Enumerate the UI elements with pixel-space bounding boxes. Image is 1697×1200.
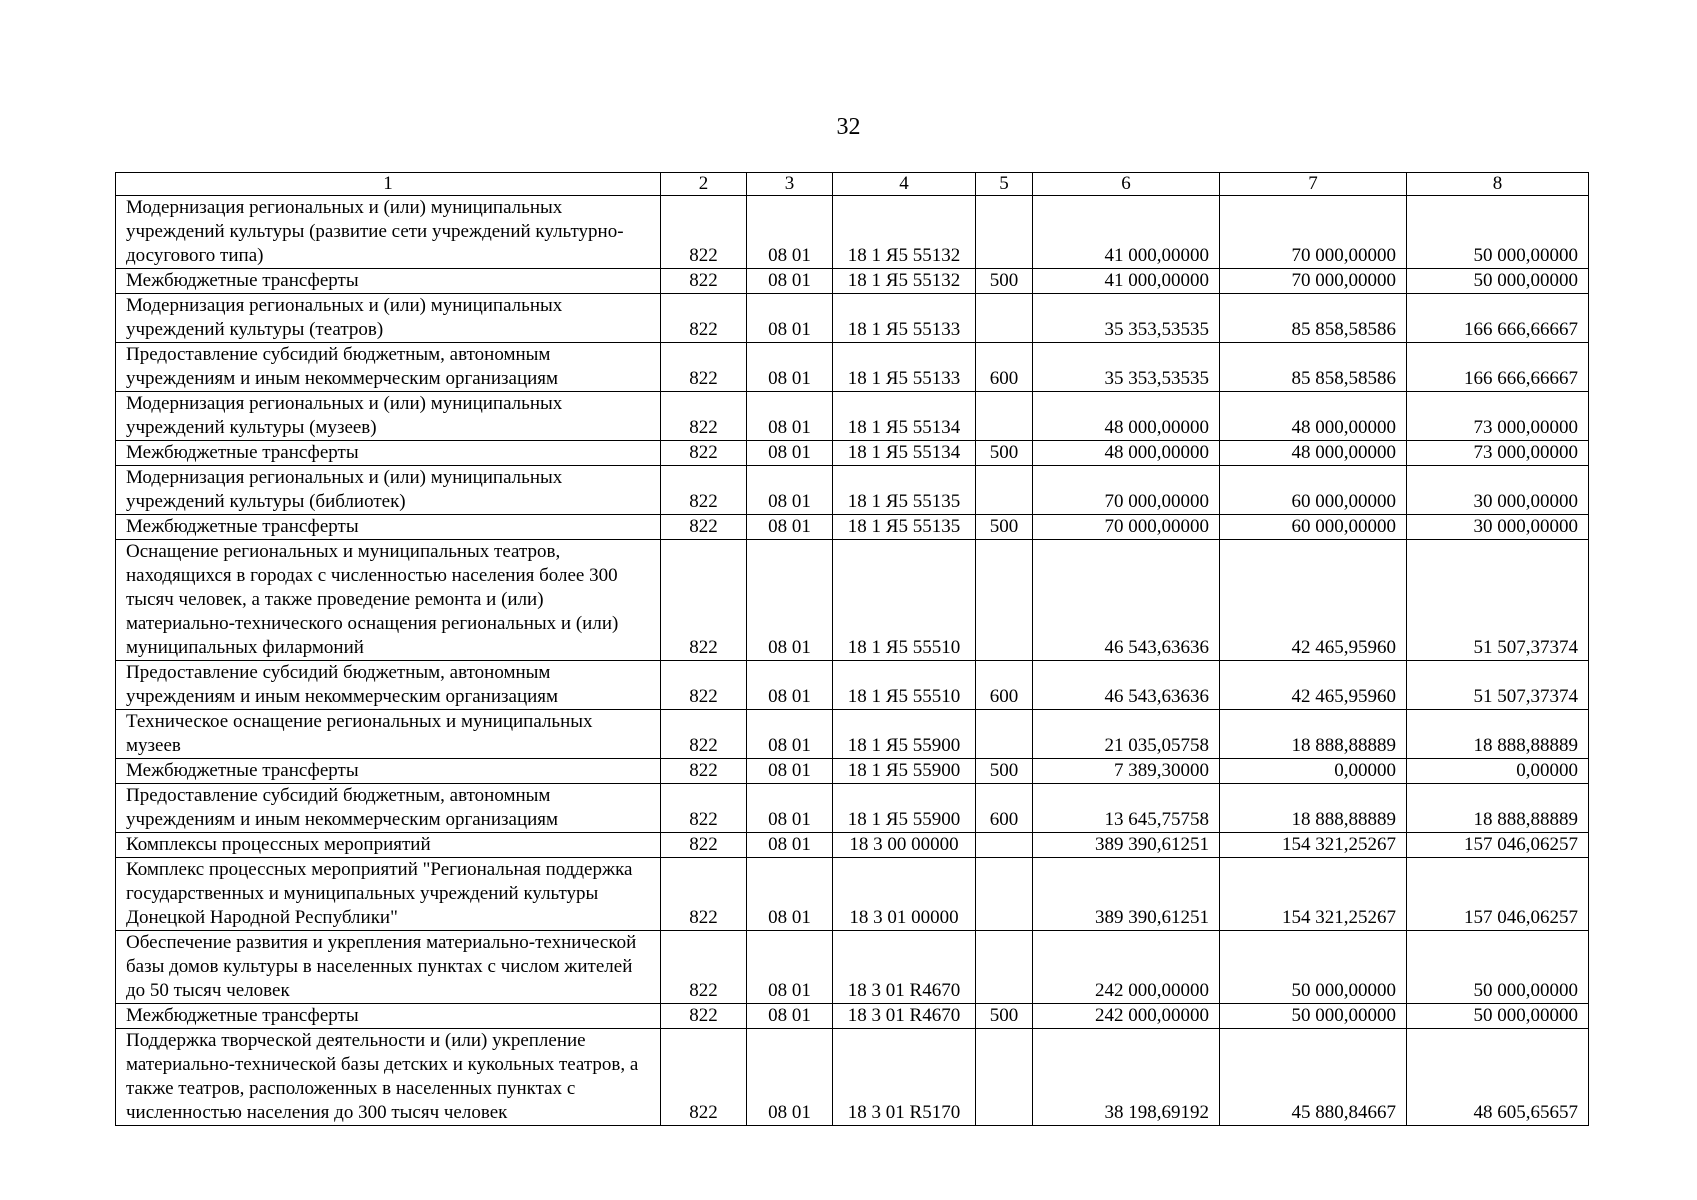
target-article-cell: 18 3 01 00000: [833, 858, 976, 931]
section-code-cell: 08 01: [747, 515, 833, 540]
page-number: 32: [836, 114, 861, 140]
row-name-cell: Оснащение региональных и муниципальных театров, находящихся в городах с численностью населения более 300 тысяч человек, а также проведение ремонта и (или) материально-технического оснащения региональных и (или) муниципальных филармоний: [116, 540, 661, 661]
table-row: [116, 441, 1589, 466]
section-code-cell: 08 01: [747, 466, 833, 515]
section-code-cell: 08 01: [747, 858, 833, 931]
table-row: [116, 196, 1589, 269]
table-row: [116, 759, 1589, 784]
admin-code-cell: 822: [661, 392, 747, 441]
amount-cell: 18 888,88889: [1220, 710, 1407, 759]
amount-cell: 18 888,88889: [1407, 784, 1589, 833]
target-article-cell: 18 1 Я5 55134: [833, 441, 976, 466]
admin-code-cell: 822: [661, 759, 747, 784]
amount-cell: 41 000,00000: [1033, 196, 1220, 269]
row-name-cell: Предоставление субсидий бюджетным, автономным учреждениям и иным некоммерческим организациям: [116, 343, 661, 392]
admin-code-cell: 822: [661, 931, 747, 1004]
amount-cell: 70 000,00000: [1220, 196, 1407, 269]
amount-cell: 50 000,00000: [1407, 1004, 1589, 1029]
section-code-cell: 08 01: [747, 1004, 833, 1029]
table-body: [116, 196, 1589, 1126]
amount-cell: 389 390,61251: [1033, 833, 1220, 858]
row-name-cell: Межбюджетные трансферты: [116, 759, 661, 784]
target-article-cell: 18 1 Я5 55135: [833, 515, 976, 540]
admin-code-cell: 822: [661, 784, 747, 833]
amount-cell: 85 858,58586: [1220, 343, 1407, 392]
amount-cell: 50 000,00000: [1220, 931, 1407, 1004]
amount-cell: 38 198,69192: [1033, 1029, 1220, 1126]
table-row: [116, 1004, 1589, 1029]
section-code-cell: 08 01: [747, 294, 833, 343]
amount-cell: 48 000,00000: [1033, 441, 1220, 466]
amount-cell: 30 000,00000: [1407, 515, 1589, 540]
target-article-cell: 18 1 Я5 55135: [833, 466, 976, 515]
row-name-cell: Межбюджетные трансферты: [116, 1004, 661, 1029]
target-article-cell: 18 1 Я5 55133: [833, 294, 976, 343]
target-article-cell: 18 3 00 00000: [833, 833, 976, 858]
section-code-cell: 08 01: [747, 710, 833, 759]
amount-cell: 42 465,95960: [1220, 540, 1407, 661]
expense-type-cell: [976, 392, 1033, 441]
amount-cell: 166 666,66667: [1407, 294, 1589, 343]
row-name-cell: Межбюджетные трансферты: [116, 441, 661, 466]
column-header: 1: [116, 173, 661, 196]
table-row: [116, 466, 1589, 515]
expense-type-cell: [976, 833, 1033, 858]
amount-cell: 157 046,06257: [1407, 833, 1589, 858]
amount-cell: 154 321,25267: [1220, 833, 1407, 858]
table-row: [116, 392, 1589, 441]
amount-cell: 389 390,61251: [1033, 858, 1220, 931]
admin-code-cell: 822: [661, 540, 747, 661]
target-article-cell: 18 1 Я5 55900: [833, 784, 976, 833]
section-code-cell: 08 01: [747, 1029, 833, 1126]
section-code-cell: 08 01: [747, 269, 833, 294]
expense-type-cell: 500: [976, 759, 1033, 784]
expense-type-cell: 600: [976, 343, 1033, 392]
column-header: 3: [747, 173, 833, 196]
expense-type-cell: 600: [976, 661, 1033, 710]
amount-cell: 41 000,00000: [1033, 269, 1220, 294]
amount-cell: 48 605,65657: [1407, 1029, 1589, 1126]
amount-cell: 70 000,00000: [1033, 515, 1220, 540]
row-name-cell: Комплекс процессных мероприятий "Региональная поддержка государственных и муниципальных учреждений культуры Донецкой Народной Республики": [116, 858, 661, 931]
amount-cell: 7 389,30000: [1033, 759, 1220, 784]
section-code-cell: 08 01: [747, 661, 833, 710]
table-row: [116, 515, 1589, 540]
amount-cell: 70 000,00000: [1033, 466, 1220, 515]
table-row: [116, 858, 1589, 931]
admin-code-cell: 822: [661, 1029, 747, 1126]
table-header: [116, 173, 1589, 196]
expense-type-cell: [976, 710, 1033, 759]
admin-code-cell: 822: [661, 294, 747, 343]
target-article-cell: 18 3 01 R4670: [833, 1004, 976, 1029]
amount-cell: 0,00000: [1220, 759, 1407, 784]
target-article-cell: 18 1 Я5 55134: [833, 392, 976, 441]
column-header: 8: [1407, 173, 1589, 196]
table-row: [116, 294, 1589, 343]
admin-code-cell: 822: [661, 710, 747, 759]
admin-code-cell: 822: [661, 196, 747, 269]
expense-type-cell: [976, 931, 1033, 1004]
target-article-cell: 18 1 Я5 55510: [833, 661, 976, 710]
amount-cell: 154 321,25267: [1220, 858, 1407, 931]
amount-cell: 50 000,00000: [1407, 196, 1589, 269]
amount-cell: 30 000,00000: [1407, 466, 1589, 515]
column-header: 7: [1220, 173, 1407, 196]
amount-cell: 45 880,84667: [1220, 1029, 1407, 1126]
amount-cell: 13 645,75758: [1033, 784, 1220, 833]
column-header: 5: [976, 173, 1033, 196]
budget-table: [115, 172, 1589, 1126]
amount-cell: 42 465,95960: [1220, 661, 1407, 710]
section-code-cell: 08 01: [747, 759, 833, 784]
column-header: 6: [1033, 173, 1220, 196]
expense-type-cell: [976, 858, 1033, 931]
row-name-cell: Предоставление субсидий бюджетным, автономным учреждениям и иным некоммерческим организациям: [116, 784, 661, 833]
target-article-cell: 18 1 Я5 55510: [833, 540, 976, 661]
expense-type-cell: 500: [976, 1004, 1033, 1029]
amount-cell: 51 507,37374: [1407, 540, 1589, 661]
row-name-cell: Обеспечение развития и укрепления материально-технической базы домов культуры в населенных пунктах с числом жителей до 50 тысяч человек: [116, 931, 661, 1004]
admin-code-cell: 822: [661, 858, 747, 931]
table-row: [116, 833, 1589, 858]
row-name-cell: Поддержка творческой деятельности и (или) укрепление материально-технической базы детских и кукольных театров, а также театров, расположенных в населенных пунктах с численностью населения до 300 тысяч человек: [116, 1029, 661, 1126]
table-row: [116, 269, 1589, 294]
target-article-cell: 18 1 Я5 55132: [833, 269, 976, 294]
table-row: [116, 540, 1589, 661]
admin-code-cell: 822: [661, 833, 747, 858]
section-code-cell: 08 01: [747, 392, 833, 441]
row-name-cell: Модернизация региональных и (или) муниципальных учреждений культуры (музеев): [116, 392, 661, 441]
column-header: 4: [833, 173, 976, 196]
admin-code-cell: 822: [661, 441, 747, 466]
expense-type-cell: [976, 196, 1033, 269]
table-row: [116, 784, 1589, 833]
row-name-cell: Техническое оснащение региональных и муниципальных музеев: [116, 710, 661, 759]
amount-cell: 242 000,00000: [1033, 931, 1220, 1004]
admin-code-cell: 822: [661, 269, 747, 294]
expense-type-cell: 600: [976, 784, 1033, 833]
amount-cell: 46 543,63636: [1033, 661, 1220, 710]
amount-cell: 60 000,00000: [1220, 515, 1407, 540]
amount-cell: 46 543,63636: [1033, 540, 1220, 661]
target-article-cell: 18 1 Я5 55133: [833, 343, 976, 392]
section-code-cell: 08 01: [747, 784, 833, 833]
expense-type-cell: 500: [976, 269, 1033, 294]
target-article-cell: 18 1 Я5 55132: [833, 196, 976, 269]
row-name-cell: Модернизация региональных и (или) муниципальных учреждений культуры (развитие сети учреждений культурно-досугового типа): [116, 196, 661, 269]
amount-cell: 157 046,06257: [1407, 858, 1589, 931]
amount-cell: 21 035,05758: [1033, 710, 1220, 759]
amount-cell: 50 000,00000: [1220, 1004, 1407, 1029]
section-code-cell: 08 01: [747, 833, 833, 858]
amount-cell: 35 353,53535: [1033, 294, 1220, 343]
header-row: [116, 173, 1589, 196]
table-row: [116, 343, 1589, 392]
target-article-cell: 18 1 Я5 55900: [833, 710, 976, 759]
section-code-cell: 08 01: [747, 931, 833, 1004]
row-name-cell: Комплексы процессных мероприятий: [116, 833, 661, 858]
target-article-cell: 18 3 01 R5170: [833, 1029, 976, 1126]
target-article-cell: 18 1 Я5 55900: [833, 759, 976, 784]
row-name-cell: Межбюджетные трансферты: [116, 515, 661, 540]
amount-cell: 73 000,00000: [1407, 392, 1589, 441]
amount-cell: 60 000,00000: [1220, 466, 1407, 515]
admin-code-cell: 822: [661, 661, 747, 710]
amount-cell: 50 000,00000: [1407, 931, 1589, 1004]
amount-cell: 242 000,00000: [1033, 1004, 1220, 1029]
expense-type-cell: [976, 294, 1033, 343]
row-name-cell: Модернизация региональных и (или) муниципальных учреждений культуры (библиотек): [116, 466, 661, 515]
amount-cell: 48 000,00000: [1220, 392, 1407, 441]
admin-code-cell: 822: [661, 515, 747, 540]
amount-cell: 48 000,00000: [1033, 392, 1220, 441]
section-code-cell: 08 01: [747, 196, 833, 269]
expense-type-cell: [976, 540, 1033, 661]
section-code-cell: 08 01: [747, 441, 833, 466]
column-header: 2: [661, 173, 747, 196]
expense-type-cell: [976, 466, 1033, 515]
amount-cell: 18 888,88889: [1220, 784, 1407, 833]
table-row: [116, 1029, 1589, 1126]
admin-code-cell: 822: [661, 343, 747, 392]
expense-type-cell: 500: [976, 441, 1033, 466]
table-row: [116, 931, 1589, 1004]
expense-type-cell: 500: [976, 515, 1033, 540]
amount-cell: 73 000,00000: [1407, 441, 1589, 466]
section-code-cell: 08 01: [747, 540, 833, 661]
amount-cell: 48 000,00000: [1220, 441, 1407, 466]
amount-cell: 166 666,66667: [1407, 343, 1589, 392]
amount-cell: 85 858,58586: [1220, 294, 1407, 343]
section-code-cell: 08 01: [747, 343, 833, 392]
table-row: [116, 661, 1589, 710]
row-name-cell: Модернизация региональных и (или) муниципальных учреждений культуры (театров): [116, 294, 661, 343]
admin-code-cell: 822: [661, 466, 747, 515]
admin-code-cell: 822: [661, 1004, 747, 1029]
amount-cell: 51 507,37374: [1407, 661, 1589, 710]
amount-cell: 35 353,53535: [1033, 343, 1220, 392]
expense-type-cell: [976, 1029, 1033, 1126]
amount-cell: 50 000,00000: [1407, 269, 1589, 294]
amount-cell: 0,00000: [1407, 759, 1589, 784]
amount-cell: 18 888,88889: [1407, 710, 1589, 759]
row-name-cell: Предоставление субсидий бюджетным, автономным учреждениям и иным некоммерческим организациям: [116, 661, 661, 710]
table-row: [116, 710, 1589, 759]
row-name-cell: Межбюджетные трансферты: [116, 269, 661, 294]
target-article-cell: 18 3 01 R4670: [833, 931, 976, 1004]
amount-cell: 70 000,00000: [1220, 269, 1407, 294]
